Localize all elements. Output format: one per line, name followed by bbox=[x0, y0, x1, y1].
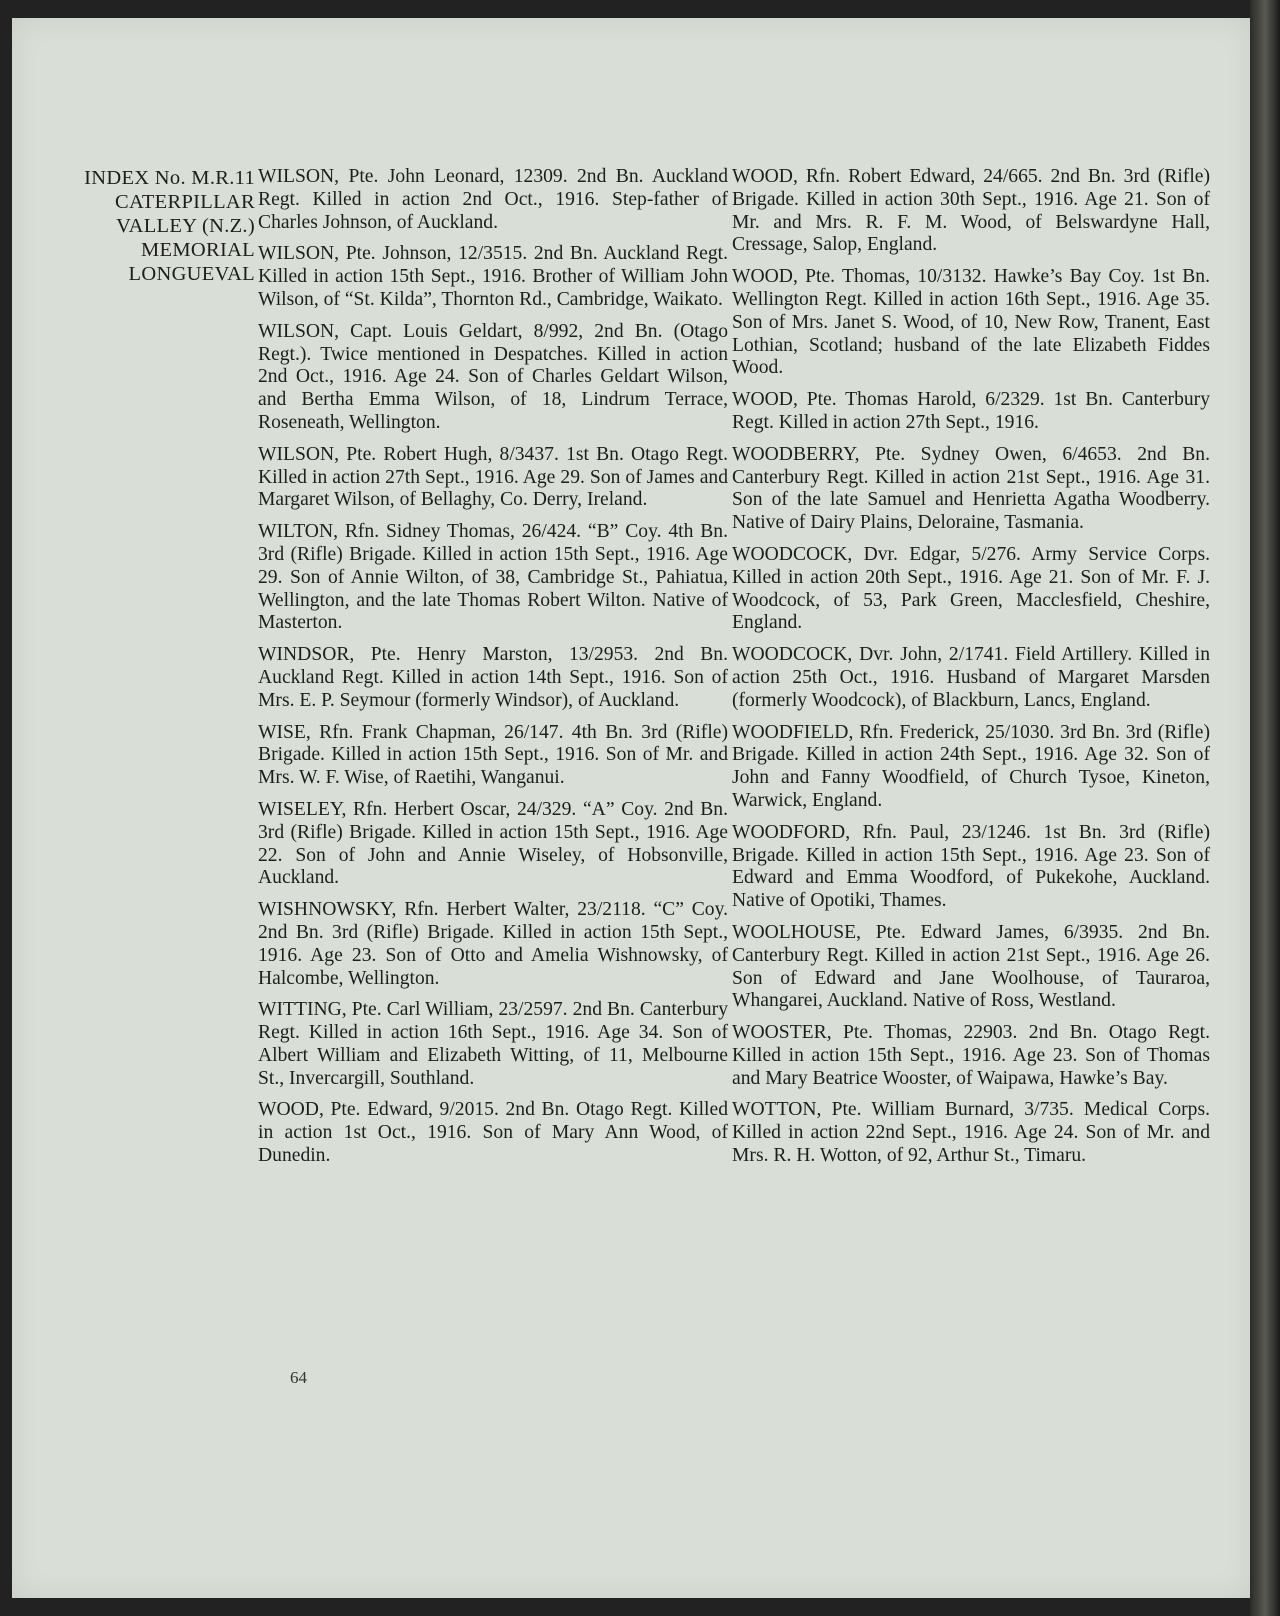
list-item: WOOD, Rfn. Robert Edward, 24/665. 2nd Bn. 3rd (Rifle) Brigade. Killed in action 30th Sept., 1916. Age 21. Son of Mr. and Mrs. R. F. M. Wood, of Belswardyne Hall, Cressage, Salop, England. bbox=[732, 166, 1210, 256]
list-item: WOTTON, Pte. William Burnard, 3/735. Medical Corps. Killed in action 22nd Sept., 1916. Age 24. Son of Mr. and Mrs. R. H. Wotton, of 92, Arthur St., Timaru. bbox=[732, 1099, 1210, 1167]
list-item: WILSON, Pte. Johnson, 12/3515. 2nd Bn. Auckland Regt. Killed in action 15th Sept., 1916. Brother of William John Wilson, of “St. Kilda”, Thornton Rd., Cambridge, Waikato. bbox=[258, 243, 728, 310]
list-item: WILSON, Pte. Robert Hugh, 8/3437. 1st Bn. Otago Regt. Killed in action 27th Sept., 1916. Age 29. Son of James and Margaret Wilson, of Bellaghy, Co. Derry, Ireland. bbox=[258, 443, 728, 511]
list-item: WOODCOCK, Dvr. Edgar, 5/276. Army Service Corps. Killed in action 20th Sept., 1916. Age 21. Son of Mr. F. J. Woodcock, of 53, Park Green, Macclesfield, Cheshire, England. bbox=[732, 543, 1210, 634]
list-item: WILTON, Rfn. Sidney Thomas, 26/424. “B” Coy. 4th Bn. 3rd (Rifle) Brigade. Killed in action 15th Sept., 1916. Age 29. Son of Annie Wilton, of 38, Cambridge St., Pahiatua, Wellington, and the late Thomas Robert Wilton. Native of Masterton. bbox=[258, 521, 728, 634]
list-item: WISE, Rfn. Frank Chapman, 26/147. 4th Bn. 3rd (Rifle) Brigade. Killed in action 15th Sept., 1916. Son of Mr. and Mrs. W. F. Wise, of Raetihi, Wanganui. bbox=[258, 721, 728, 789]
list-item: WOODFIELD, Rfn. Frederick, 25/1030. 3rd Bn. 3rd (Rifle) Brigade. Killed in action 24th Sept., 1916. Age 32. Son of John and Fanny Woodfield, of Church Tysoe, Kineton, Warwick, England. bbox=[732, 721, 1210, 811]
list-item: WOODBERRY, Pte. Sydney Owen, 6/4653. 2nd Bn. Canterbury Regt. Killed in action 21st Sept., 1916. Age 31. Son of the late Samuel and Henrietta Agatha Woodberry. Native of Dairy Plains, Deloraine, Tasmania. bbox=[732, 443, 1210, 534]
sidebar-line-location: LONGUEVAL bbox=[128, 263, 255, 285]
right-column bbox=[732, 166, 1210, 1177]
left-column bbox=[258, 166, 728, 1177]
sidebar-line-valley: VALLEY (N.Z.) bbox=[116, 215, 255, 237]
list-item: WOOSTER, Pte. Thomas, 22903. 2nd Bn. Otago Regt. Killed in action 15th Sept., 1916. Age 23. Son of Thomas and Mary Beatrice Wooster, of Waipawa, Hawke’s Bay. bbox=[732, 1022, 1210, 1089]
list-item: WOODCOCK, Dvr. John, 2/1741. Field Artillery. Killed in action 25th Oct., 1916. Husband of Margaret Marsden (formerly Woodcock), of Blackburn, Lancs, England. bbox=[732, 644, 1210, 711]
list-item: WISELEY, Rfn. Herbert Oscar, 24/329. “A” Coy. 2nd Bn. 3rd (Rifle) Brigade. Killed in action 15th Sept., 1916. Age 22. Son of John and Annie Wiseley, of Hobsonville, Auckland. bbox=[258, 798, 728, 889]
list-item: WOODFORD, Rfn. Paul, 23/1246. 1st Bn. 3rd (Rifle) Brigade. Killed in action 15th Sept., 1916. Age 23. Son of Edward and Emma Woodford, of Pukekohe, Auckland. Native of Opotiki, Thames. bbox=[732, 821, 1210, 912]
list-item: WOOD, Pte. Thomas, 10/3132. Hawke’s Bay Coy. 1st Bn. Wellington Regt. Killed in action 16th Sept., 1916. Age 35. Son of Mrs. Janet S. Wood, of 10, New Row, Tranent, East Lothian, Scotland; husband of the late Elizabeth Fiddes Wood. bbox=[732, 266, 1210, 379]
page-number: 64 bbox=[290, 1368, 307, 1387]
list-item: WISHNOWSKY, Rfn. Herbert Walter, 23/2118. “C” Coy. 2nd Bn. 3rd (Rifle) Brigade. Killed in action 15th Sept., 1916. Age 23. Son of Otto and Amelia Wishnowsky, of Halcombe, Wellington. bbox=[258, 899, 728, 989]
list-item: WITTING, Pte. Carl William, 23/2597. 2nd Bn. Canterbury Regt. Killed in action 16th Sept., 1916. Age 34. Son of Albert William and Elizabeth Witting, of 11, Melbourne St., Invercargill, Southland. bbox=[258, 999, 728, 1089]
sidebar-line-index: INDEX No. M.R.11 bbox=[84, 167, 255, 189]
list-item: WOOD, Pte. Thomas Harold, 6/2329. 1st Bn. Canterbury Regt. Killed in action 27th Sept., 1916. bbox=[732, 389, 1210, 433]
sidebar-line-memorial: MEMORIAL bbox=[140, 239, 255, 261]
list-item: WILSON, Capt. Louis Geldart, 8/992, 2nd Bn. (Otago Regt.). Twice mentioned in Despatches. Killed in action 2nd Oct., 1916. Age 24. Son of Charles Geldart Wilson, and Bertha Emma Wilson, of 18, Lindrum Terrace, Roseneath, Wellington. bbox=[258, 320, 728, 433]
index-sidebar bbox=[52, 166, 255, 286]
book-spine-edge bbox=[1250, 0, 1280, 1616]
list-item: WOOLHOUSE, Pte. Edward James, 6/3935. 2nd Bn. Canterbury Regt. Killed in action 21st Sept., 1916. Age 26. Son of Edward and Jane Woolhouse, of Tauraroa, Whangarei, Auckland. Native of Ross, Westland. bbox=[732, 921, 1210, 1012]
document-page bbox=[12, 18, 1252, 1598]
list-item: WINDSOR, Pte. Henry Marston, 13/2953. 2nd Bn. Auckland Regt. Killed in action 14th Sept., 1916. Son of Mrs. E. P. Seymour (formerly Windsor), of Auckland. bbox=[258, 644, 728, 711]
sidebar-line-cemetery: CATERPILLAR bbox=[115, 191, 255, 213]
list-item: WOOD, Pte. Edward, 9/2015. 2nd Bn. Otago Regt. Killed in action 1st Oct., 1916. Son of Mary Ann Wood, of Dunedin. bbox=[258, 1099, 728, 1167]
list-item: WILSON, Pte. John Leonard, 12309. 2nd Bn. Auckland Regt. Killed in action 2nd Oct., 1916. Step-father of Charles Johnson, of Auckland. bbox=[258, 166, 728, 233]
